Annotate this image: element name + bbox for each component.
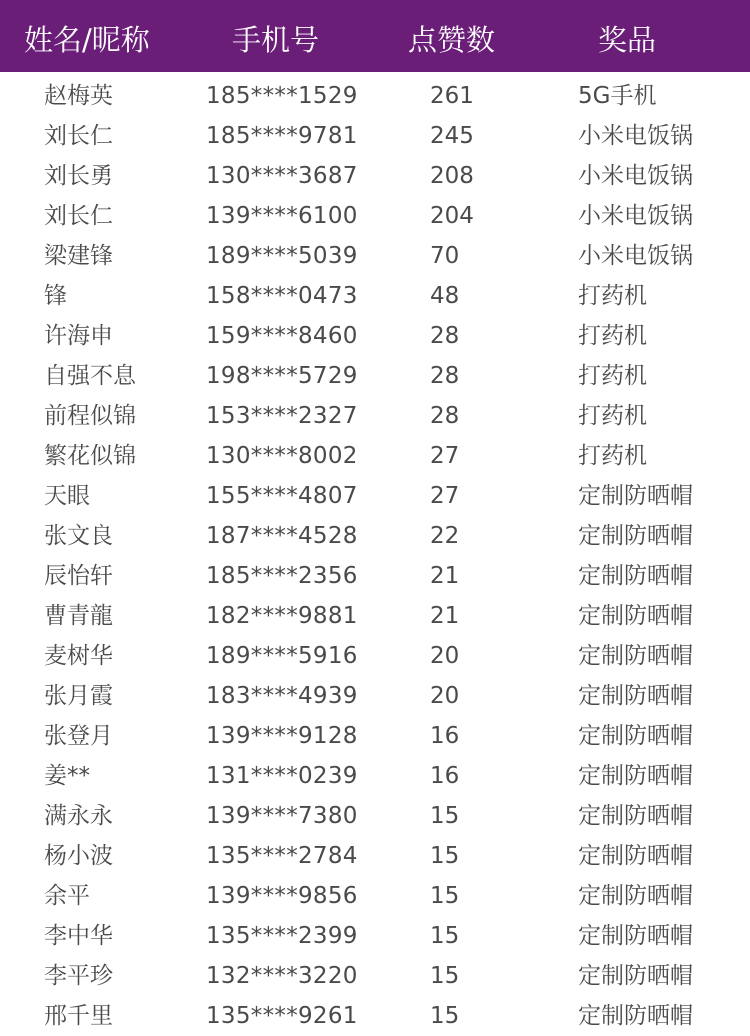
row-likes: 261 [430, 83, 474, 109]
row-likes: 21 [430, 603, 460, 629]
row-likes: 15 [430, 963, 460, 989]
row-name: 繁花似锦 [44, 443, 136, 469]
table-row [0, 676, 750, 716]
row-phone: 135****2784 [206, 843, 358, 869]
table-row [0, 476, 750, 516]
table-row [0, 596, 750, 636]
row-prize: 定制防晒帽 [578, 963, 693, 989]
row-phone: 139****9128 [206, 723, 358, 749]
row-prize: 定制防晒帽 [578, 483, 693, 509]
winners-list [0, 76, 750, 1036]
row-likes: 20 [430, 683, 460, 709]
table-row [0, 916, 750, 956]
row-name: 邢千里 [44, 1003, 113, 1029]
table-row [0, 516, 750, 556]
row-likes: 15 [430, 923, 460, 949]
table-row [0, 76, 750, 116]
row-phone: 155****4807 [206, 483, 358, 509]
row-name: 天眼 [44, 483, 90, 509]
row-prize: 定制防晒帽 [578, 803, 693, 829]
row-prize: 定制防晒帽 [578, 923, 693, 949]
row-name: 辰怡轩 [44, 563, 113, 589]
row-phone: 139****9856 [206, 883, 358, 909]
table-row [0, 356, 750, 396]
row-prize: 小米电饭锅 [578, 243, 693, 269]
row-name: 刘长勇 [44, 163, 113, 189]
row-name: 李中华 [44, 923, 113, 949]
row-phone: 189****5916 [206, 643, 358, 669]
row-prize: 定制防晒帽 [578, 883, 693, 909]
row-likes: 208 [430, 163, 474, 189]
row-prize: 定制防晒帽 [578, 643, 693, 669]
table-row [0, 796, 750, 836]
table-header [0, 0, 750, 72]
row-likes: 27 [430, 443, 460, 469]
row-phone: 158****0473 [206, 283, 358, 309]
row-prize: 定制防晒帽 [578, 843, 693, 869]
row-phone: 130****3687 [206, 163, 358, 189]
row-prize: 小米电饭锅 [578, 203, 693, 229]
table-row [0, 196, 750, 236]
table-row [0, 876, 750, 916]
row-prize: 小米电饭锅 [578, 163, 693, 189]
row-phone: 139****7380 [206, 803, 358, 829]
row-likes: 15 [430, 803, 460, 829]
table-row [0, 956, 750, 996]
row-likes: 15 [430, 883, 460, 909]
row-phone: 131****0239 [206, 763, 358, 789]
row-name: 前程似锦 [44, 403, 136, 429]
row-phone: 185****2356 [206, 563, 358, 589]
table-row [0, 156, 750, 196]
row-prize: 定制防晒帽 [578, 523, 693, 549]
table-row [0, 436, 750, 476]
table-row [0, 556, 750, 596]
row-likes: 15 [430, 843, 460, 869]
row-name: 满永永 [44, 803, 113, 829]
row-phone: 183****4939 [206, 683, 358, 709]
row-phone: 198****5729 [206, 363, 358, 389]
row-likes: 28 [430, 323, 460, 349]
row-prize: 定制防晒帽 [578, 603, 693, 629]
row-prize: 定制防晒帽 [578, 683, 693, 709]
row-likes: 28 [430, 363, 460, 389]
table-row [0, 756, 750, 796]
row-likes: 16 [430, 763, 460, 789]
row-likes: 245 [430, 123, 474, 149]
row-prize: 打药机 [578, 403, 647, 429]
row-phone: 135****2399 [206, 923, 358, 949]
row-likes: 22 [430, 523, 460, 549]
header-likes: 点赞数 [408, 23, 496, 57]
row-phone: 135****9261 [206, 1003, 358, 1029]
row-likes: 15 [430, 1003, 460, 1029]
row-name: 梁建锋 [44, 243, 113, 269]
header-phone: 手机号 [232, 23, 320, 57]
row-prize: 打药机 [578, 283, 647, 309]
row-likes: 204 [430, 203, 474, 229]
row-prize: 打药机 [578, 323, 647, 349]
row-phone: 139****6100 [206, 203, 358, 229]
row-name: 杨小波 [44, 843, 113, 869]
row-name: 自强不息 [44, 363, 136, 389]
row-phone: 185****9781 [206, 123, 358, 149]
row-phone: 153****2327 [206, 403, 358, 429]
row-prize: 小米电饭锅 [578, 123, 693, 149]
row-name: 锋 [44, 283, 67, 309]
row-phone: 185****1529 [206, 83, 358, 109]
row-name: 许海申 [44, 323, 113, 349]
row-prize: 5G手机 [578, 83, 657, 109]
table-row [0, 636, 750, 676]
row-prize: 打药机 [578, 363, 647, 389]
row-prize: 定制防晒帽 [578, 563, 693, 589]
table-row [0, 996, 750, 1036]
row-name: 张登月 [44, 723, 113, 749]
table-row [0, 316, 750, 356]
row-likes: 27 [430, 483, 460, 509]
row-phone: 132****3220 [206, 963, 358, 989]
row-phone: 182****9881 [206, 603, 358, 629]
table-row [0, 236, 750, 276]
table-row [0, 396, 750, 436]
table-row [0, 116, 750, 156]
row-name: 余平 [44, 883, 90, 909]
row-prize: 定制防晒帽 [578, 763, 693, 789]
row-phone: 189****5039 [206, 243, 358, 269]
row-likes: 28 [430, 403, 460, 429]
row-phone: 130****8002 [206, 443, 358, 469]
row-prize: 定制防晒帽 [578, 723, 693, 749]
table-row [0, 276, 750, 316]
row-prize: 打药机 [578, 443, 647, 469]
row-name: 曹青龍 [44, 603, 113, 629]
row-likes: 16 [430, 723, 460, 749]
row-name: 赵梅英 [44, 83, 113, 109]
row-name: 张月霞 [44, 683, 113, 709]
row-name: 张文良 [44, 523, 113, 549]
header-prize: 奖品 [598, 23, 657, 57]
row-phone: 187****4528 [206, 523, 358, 549]
row-likes: 48 [430, 283, 460, 309]
row-name: 刘长仁 [44, 123, 113, 149]
row-likes: 21 [430, 563, 460, 589]
row-name: 姜** [44, 763, 90, 789]
row-prize: 定制防晒帽 [578, 1003, 693, 1029]
row-name: 李平珍 [44, 963, 113, 989]
row-name: 麦树华 [44, 643, 113, 669]
row-likes: 70 [430, 243, 460, 269]
table-row [0, 836, 750, 876]
header-name: 姓名/昵称 [24, 23, 150, 57]
table-row [0, 716, 750, 756]
row-likes: 20 [430, 643, 460, 669]
row-name: 刘长仁 [44, 203, 113, 229]
row-phone: 159****8460 [206, 323, 358, 349]
